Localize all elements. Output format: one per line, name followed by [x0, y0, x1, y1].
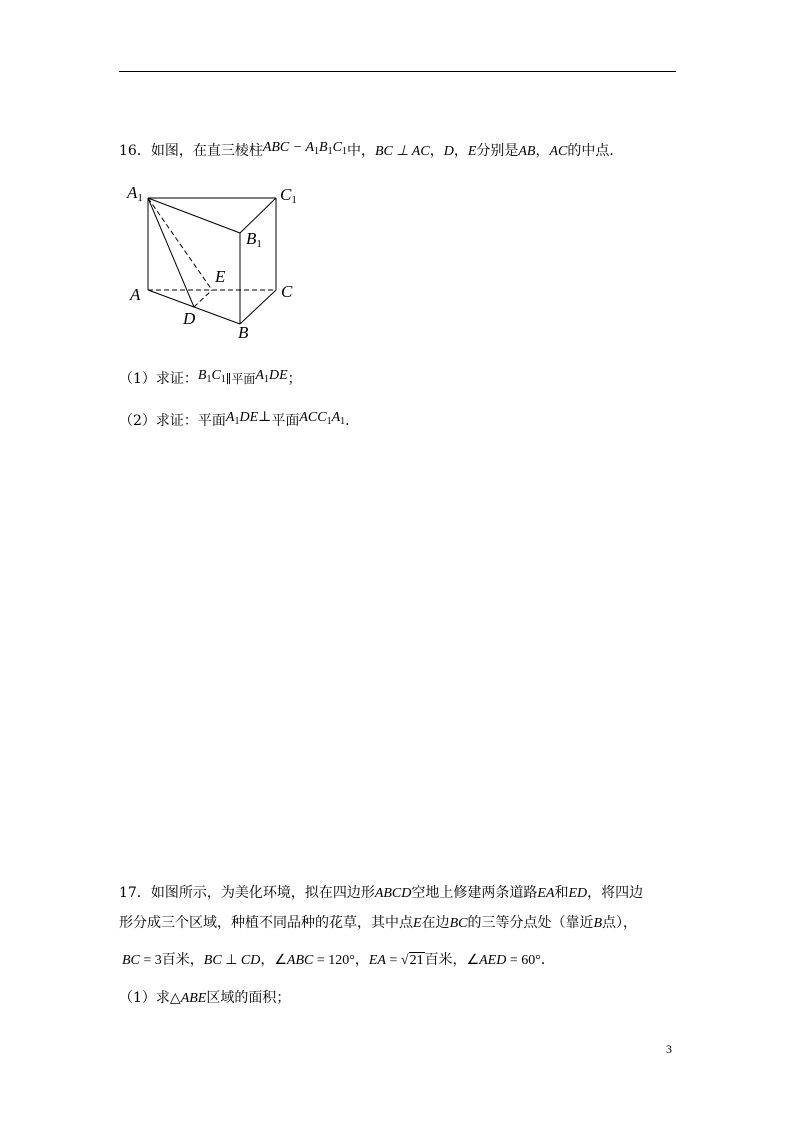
math-bc: BC: [122, 953, 140, 968]
math-acc1a1: $ACC_1A_1$: [299, 410, 346, 427]
question-16-part-1: [119, 369, 302, 394]
math-eq: =: [385, 953, 401, 968]
math-abcd: ABCD: [374, 886, 412, 901]
text: 点），: [602, 915, 638, 931]
question-17-part-1: [119, 988, 290, 1009]
prism-name: ABC − $A_1B_1C_1$: [262, 140, 347, 157]
text: 的中点．: [567, 143, 624, 159]
math-ea: EA: [368, 953, 386, 968]
math-bc: BC: [203, 953, 222, 968]
math-eq: = 3: [139, 953, 162, 968]
text: 分别是: [476, 143, 519, 159]
math-bc: BC: [449, 916, 468, 931]
angle-symbol: ∠: [274, 953, 287, 968]
part-label: （2）求证：平面: [119, 413, 226, 429]
math-abc: ABC: [286, 953, 314, 968]
text: 形分成三个区域，种植不同品种的花草，其中点: [119, 915, 413, 931]
edge-b-c: [240, 290, 276, 324]
text: 在边: [421, 915, 450, 931]
question-17-line-2: [119, 913, 637, 934]
edge-b1-c1: [240, 198, 276, 233]
math-ac: AC: [549, 144, 568, 159]
question-17-line-3: [122, 950, 555, 971]
label-a1: A1: [127, 183, 143, 204]
math-eq: = 60°: [506, 953, 541, 968]
math-ac: AC: [411, 144, 430, 159]
text: 的三等分点处（靠近: [467, 915, 594, 931]
header-rule: [119, 71, 676, 72]
label-d: D: [183, 309, 196, 328]
text: ．: [540, 952, 555, 968]
math-ed: ED: [568, 886, 588, 901]
sqrt-value: 21: [409, 953, 424, 968]
text: 区域的面积；: [206, 990, 291, 1006]
edge-d-e-hidden: [194, 290, 212, 307]
label-e: E: [215, 267, 226, 286]
text: ，将四边: [587, 885, 644, 901]
label-b1: B1: [246, 229, 262, 250]
question-16-statement: [119, 141, 623, 166]
question-number: 16．: [119, 143, 151, 159]
text: ，: [453, 143, 468, 159]
math-b: B: [593, 916, 603, 931]
question-17-line-1: [119, 883, 643, 904]
angle-symbol: ∠: [466, 953, 480, 968]
text: 中，: [346, 143, 375, 159]
math-a1de: $A_1DE$: [225, 410, 259, 427]
math-e: E: [467, 144, 477, 159]
text: 百米，: [161, 952, 204, 968]
perp-symbol: ⊥: [258, 409, 272, 425]
edge-a1-b1: [148, 198, 240, 233]
part-label: （1）求△: [119, 990, 181, 1006]
math-d: D: [443, 144, 454, 159]
label-b: B: [238, 323, 249, 342]
text: ，: [535, 143, 550, 159]
edge-a1-d: [148, 198, 194, 307]
math-a1de: $A_1DE$: [255, 368, 288, 385]
text: ，: [260, 952, 275, 968]
label-a: A: [130, 285, 141, 304]
text: 平面: [271, 413, 300, 429]
prism-figure: [125, 178, 305, 343]
text: ；: [287, 371, 302, 387]
math-eq: = 120°: [313, 953, 355, 968]
math-b1c1: $B_1C_1$: [197, 368, 226, 385]
text: ，: [354, 952, 369, 968]
page-number: 3: [666, 1042, 672, 1056]
text: 如图所示，为美化环境，拟在四边形: [150, 885, 375, 901]
question-number: 17．: [119, 885, 151, 901]
question-16-part-2: [119, 411, 359, 436]
text: 如图，在直三棱柱: [150, 143, 263, 159]
text: 百米，: [424, 952, 467, 968]
perp-symbol: ⊥: [221, 953, 241, 968]
math-abe: ABE: [180, 991, 207, 1006]
parallel-symbol: ∥: [225, 372, 232, 386]
text: ．: [345, 413, 360, 429]
math-e: E: [413, 916, 422, 931]
sqrt-symbol: √: [400, 953, 409, 968]
edge-a1-e-hidden: [148, 198, 212, 290]
math-bc: BC: [374, 144, 393, 159]
math-cd: CD: [240, 953, 261, 968]
text: 空地上修建两条道路: [411, 885, 538, 901]
math-ab: AB: [518, 144, 536, 159]
part-label: （1）求证：: [119, 371, 198, 387]
label-c: C: [281, 282, 293, 301]
label-c1: C1: [280, 185, 297, 206]
text: 平面: [231, 372, 256, 386]
perp-symbol: ⊥: [392, 144, 412, 159]
math-aed: AED: [479, 953, 507, 968]
text: ，: [429, 143, 444, 159]
text: 和: [554, 885, 569, 901]
math-ea: EA: [537, 886, 555, 901]
